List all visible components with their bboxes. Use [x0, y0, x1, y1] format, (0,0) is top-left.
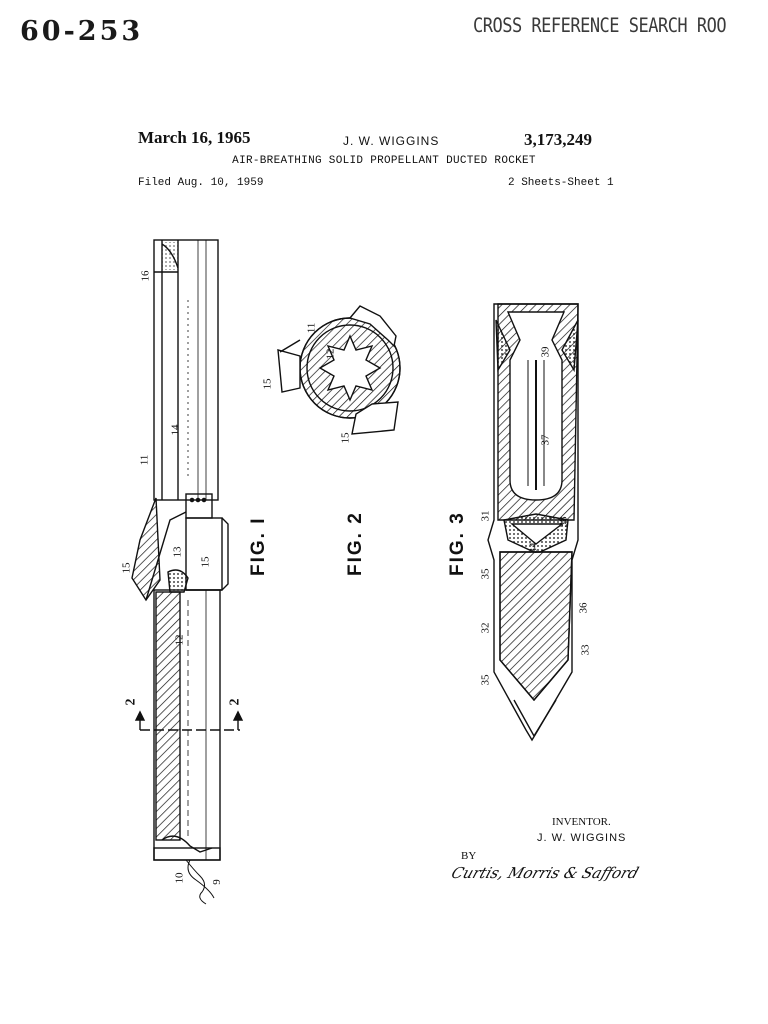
ref-numeral: 34 [527, 542, 540, 554]
ref-numeral: 12 [324, 348, 337, 360]
ref-numeral: 32 [479, 622, 492, 634]
ref-numeral: 16 [139, 270, 152, 282]
ref-numeral: 11 [305, 322, 318, 334]
ref-numeral: 36 [577, 602, 590, 614]
patent-title: AIR-BREATHING SOLID PROPELLANT DUCTED ROCKET [232, 155, 536, 167]
inventor-label: INVENTOR. [552, 816, 611, 828]
section-mark: 2 [123, 698, 139, 706]
ref-numeral: 38 [557, 516, 570, 528]
patent-date: March 16, 1965 [138, 128, 251, 147]
ref-numeral: 15 [261, 378, 274, 390]
cross-reference-stamp: CROSS REFERENCE SEARCH ROO [473, 14, 727, 38]
section-mark: 2 [227, 698, 243, 706]
ref-numeral: 11 [138, 454, 151, 466]
inventor-header: J. W. WIGGINS [343, 134, 440, 148]
ref-numeral: 15 [339, 432, 352, 444]
ref-numeral: 37 [539, 434, 552, 446]
ref-numeral: 15 [199, 556, 212, 568]
ref-numeral: 15 [120, 562, 133, 574]
fig2-drawing [278, 306, 400, 434]
fig1-drawing [132, 240, 242, 904]
filed-date: Filed Aug. 10, 1959 [138, 177, 264, 189]
patent-number: 3,173,249 [524, 130, 592, 149]
attorneys-signature: Curtis, Morris & Safford [449, 864, 642, 882]
ref-numeral: 12 [173, 634, 186, 646]
ref-numeral: 35 [479, 674, 492, 686]
ref-numeral: 35 [479, 568, 492, 580]
ref-numeral: 13 [171, 546, 184, 558]
ref-numeral: 39 [539, 346, 552, 358]
ref-numeral: 14 [169, 424, 182, 436]
ref-numeral: 33 [579, 644, 592, 656]
fig3-label: FIG. 3 [447, 511, 468, 576]
inventor-name: J. W. WIGGINS [537, 832, 627, 844]
ref-numeral: 10 [173, 872, 186, 884]
ref-numeral: 31 [479, 510, 492, 522]
sheet-count: 2 Sheets-Sheet 1 [508, 177, 614, 189]
ref-numeral: 9 [210, 879, 223, 885]
stamp-number: 60-253 [20, 16, 144, 47]
by-label: BY [461, 850, 477, 862]
fig1-label: FIG. I [248, 516, 269, 576]
fig2-label: FIG. 2 [345, 511, 366, 576]
